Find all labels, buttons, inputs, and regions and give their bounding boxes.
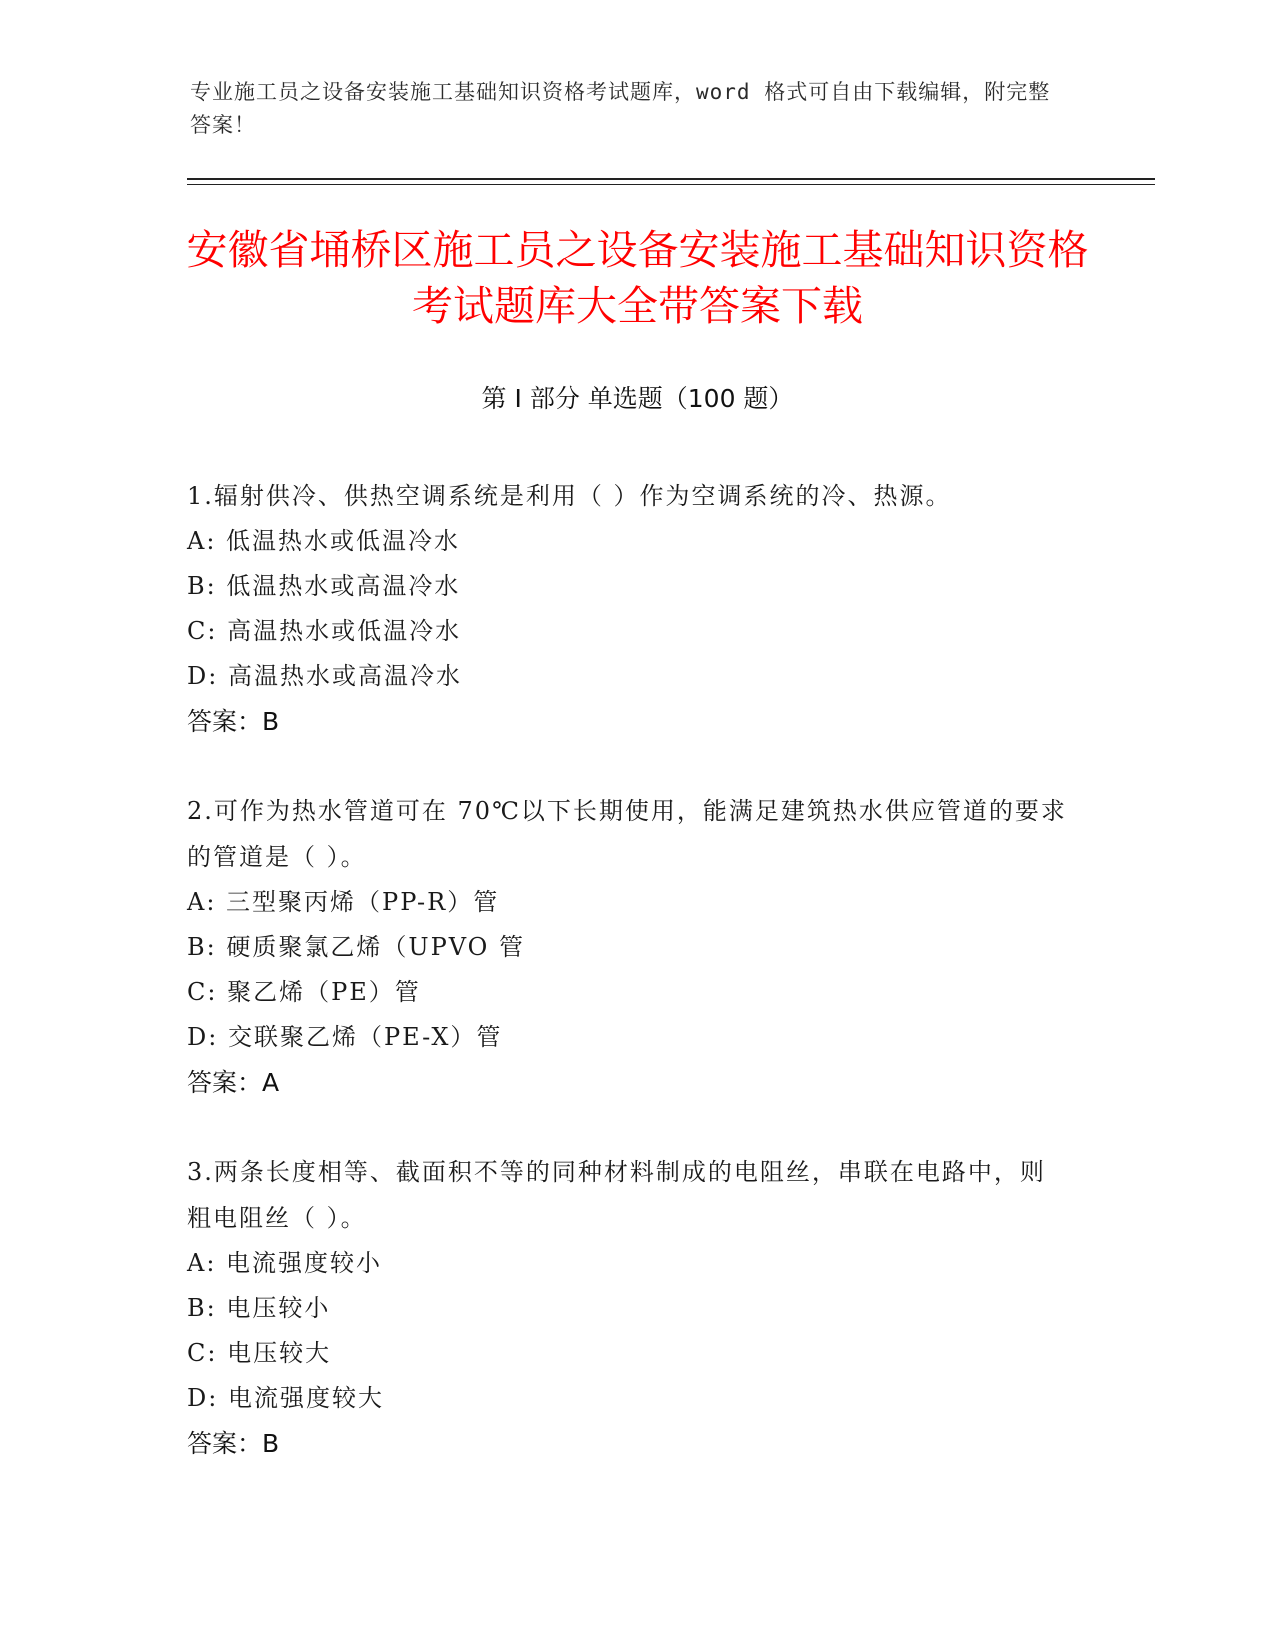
option-b: B: 硬质聚氯乙烯（UPVO 管 [187,933,525,961]
option-b: B: 低温热水或高温冷水 [187,572,461,600]
option-a: A: 电流强度较小 [187,1249,383,1277]
option-c: C: 高温热水或低温冷水 [187,617,462,645]
question-2 [187,788,1067,1105]
option-a: A: 三型聚丙烯（PP-R）管 [187,888,500,916]
question-stem: 1.辐射供冷、供热空调系统是利用（ ）作为空调系统的冷、热源。 [187,482,952,510]
option-b: B: 电压较小 [187,1294,331,1322]
option-d: D: 交联聚乙烯（PE-X）管 [187,1023,503,1051]
question-3 [187,1149,1067,1466]
question-list [187,473,1067,1510]
header-note: 专业施工员之设备安装施工基础知识资格考试题库，word 格式可自由下载编辑，附完整答案！ [190,80,1051,137]
option-d: D: 电流强度较大 [187,1384,384,1412]
header-divider-thick [187,178,1155,180]
document-title: 安徽省埇桥区施工员之设备安装施工基础知识资格考试题库大全带答案下载 [186,226,1089,330]
answer: 答案：B [187,1429,280,1458]
question-stem: 3.两条长度相等、截面积不等的同种材料制成的电阻丝，串联在电路中，则粗电阻丝（ ）。 [187,1158,1046,1232]
question-stem: 2.可作为热水管道可在 70℃以下长期使用，能满足建筑热水供应管道的要求的管道是（ ）。 [187,797,1067,871]
option-c: C: 电压较大 [187,1339,332,1367]
option-c: C: 聚乙烯（PE）管 [187,978,421,1006]
option-a: A: 低温热水或低温冷水 [187,527,461,555]
option-d: D: 高温热水或高温冷水 [187,662,462,690]
answer: 答案：A [187,1068,280,1097]
section-title: 第 I 部分 单选题（100 题） [481,384,794,413]
header-divider-thin [187,184,1155,185]
answer: 答案：B [187,707,280,736]
question-1 [187,473,1067,744]
